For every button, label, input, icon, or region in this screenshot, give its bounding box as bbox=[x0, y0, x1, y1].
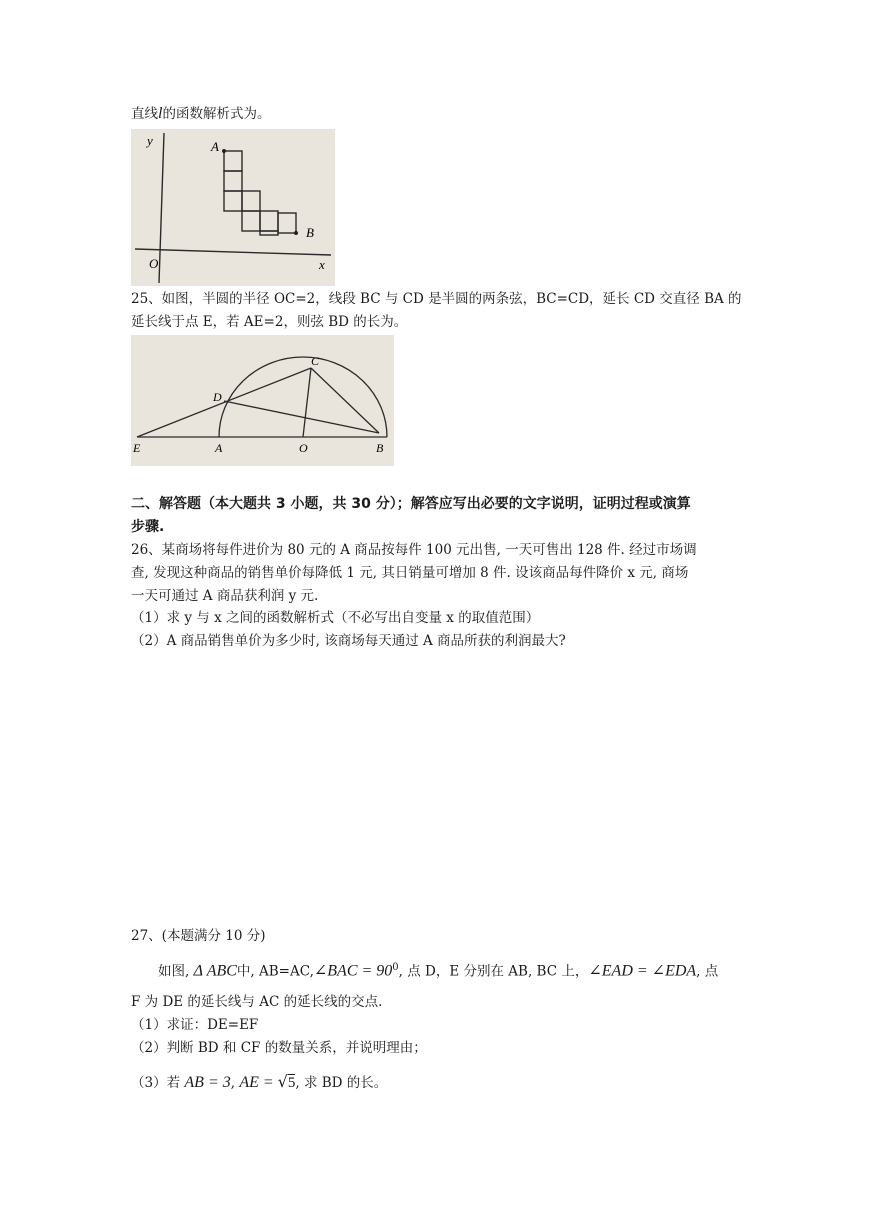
q24-figure bbox=[131, 129, 335, 286]
q27-sub3-ae: AE = bbox=[239, 1074, 278, 1091]
point-a bbox=[222, 149, 226, 153]
q25-b-label: B bbox=[376, 441, 384, 455]
line-db bbox=[224, 401, 379, 433]
q27-sub3-b: , 求 BD 的长。 bbox=[295, 1075, 388, 1091]
q26-sub2: （2）A 商品销售单价为多少时, 该商场每天通过 A 商品所获的利润最大? bbox=[131, 633, 566, 649]
q24-x-label: x bbox=[319, 257, 325, 272]
point-b bbox=[294, 231, 298, 235]
x-axis bbox=[135, 249, 331, 255]
line-co bbox=[303, 368, 311, 437]
q26-line2: 查, 发现这种商品的销售单价每降低 1 元, 其日销量可增加 8 件. 设该商品每件降价 x 元, 商场 bbox=[131, 565, 689, 581]
q25-o-label: O bbox=[299, 441, 308, 455]
q24-answer-line bbox=[131, 104, 270, 124]
q24-text-post: 的函数解析式为。 bbox=[162, 106, 271, 122]
q27-angle-eq: ∠EAD = ∠EDA bbox=[588, 962, 697, 980]
line-ec bbox=[137, 368, 311, 437]
q27-intro-a: 如图, bbox=[158, 963, 190, 980]
line-cb bbox=[311, 368, 379, 433]
q24-var-l: l bbox=[158, 105, 163, 122]
q27-sub3-root: 5 bbox=[287, 1075, 296, 1091]
q27-intro-b: 中, AB=AC, bbox=[236, 963, 314, 980]
q27-triangle: Δ ABC bbox=[193, 962, 237, 980]
q27-header: 27、(本题满分 10 分) bbox=[131, 928, 266, 944]
q25-d-label: D bbox=[213, 390, 222, 404]
sqrt-icon: √ bbox=[277, 1072, 288, 1091]
q24-a-label: A bbox=[211, 139, 219, 154]
q27-sub3-sep: , bbox=[230, 1075, 236, 1091]
q26-line3: 一天可通过 A 商品获利润 y 元. bbox=[131, 588, 319, 604]
q26-line1: 26、某商场将每件进价为 80 元的 A 商品按每件 100 元出售, 一天可售出 128 件. 经过市场调 bbox=[131, 542, 697, 558]
y-axis bbox=[159, 133, 164, 283]
q27-sub3-a: （3）若 bbox=[131, 1075, 181, 1091]
q25-figure-svg bbox=[131, 335, 394, 466]
q25-line2: 延长线于点 E，若 AE=2，则弦 BD 的长为。 bbox=[131, 314, 408, 330]
q27-sub2: （2）判断 BD 和 CF 的数量关系，并说明理由； bbox=[131, 1040, 427, 1056]
q27-angle-bac: ∠BAC = 90 bbox=[313, 962, 393, 980]
q24-text-pre: 直线 bbox=[131, 106, 158, 122]
q27-intro-c: , 点 D，E 分别在 AB, BC 上， bbox=[398, 963, 589, 980]
q24-origin-label: O bbox=[149, 256, 159, 271]
q24-y-label: y bbox=[147, 133, 153, 148]
q27-intro-d: , 点 bbox=[696, 963, 719, 980]
section2-heading-line1: 二、解答题（本大题共 3 小题，共 30 分）；解答应写出必要的文字说明，证明过程或演算 bbox=[131, 496, 691, 512]
q25-line1: 25、如图，半圆的半径 OC=2，线段 BC 与 CD 是半圆的两条弦，BC=CD，延长 CD 交直径 BA 的 bbox=[131, 291, 742, 307]
section2-heading-line2: 步骤. bbox=[131, 519, 165, 535]
q27-line2: F 为 DE 的延长线与 AC 的延长线的交点. bbox=[131, 994, 383, 1010]
staircase-squares bbox=[224, 151, 296, 235]
q27-sub1: （1）求证：DE=EF bbox=[131, 1017, 259, 1033]
q25-a-label: A bbox=[215, 441, 223, 455]
q25-e-label: E bbox=[133, 441, 141, 455]
q27-degree: 0 bbox=[392, 962, 399, 973]
q24-b-label: B bbox=[306, 225, 314, 240]
q27-sub3-ab: AB = 3 bbox=[184, 1074, 231, 1091]
q25-figure bbox=[131, 335, 394, 466]
q27-intro-line bbox=[158, 958, 718, 982]
q27-sub3 bbox=[131, 1072, 387, 1093]
semicircle-arc bbox=[219, 357, 387, 437]
q25-c-label: C bbox=[311, 354, 320, 368]
q24-figure-svg bbox=[131, 129, 335, 286]
q26-sub1: （1）求 y 与 x 之间的函数解析式（不必写出自变量 x 的取值范围） bbox=[131, 610, 540, 626]
